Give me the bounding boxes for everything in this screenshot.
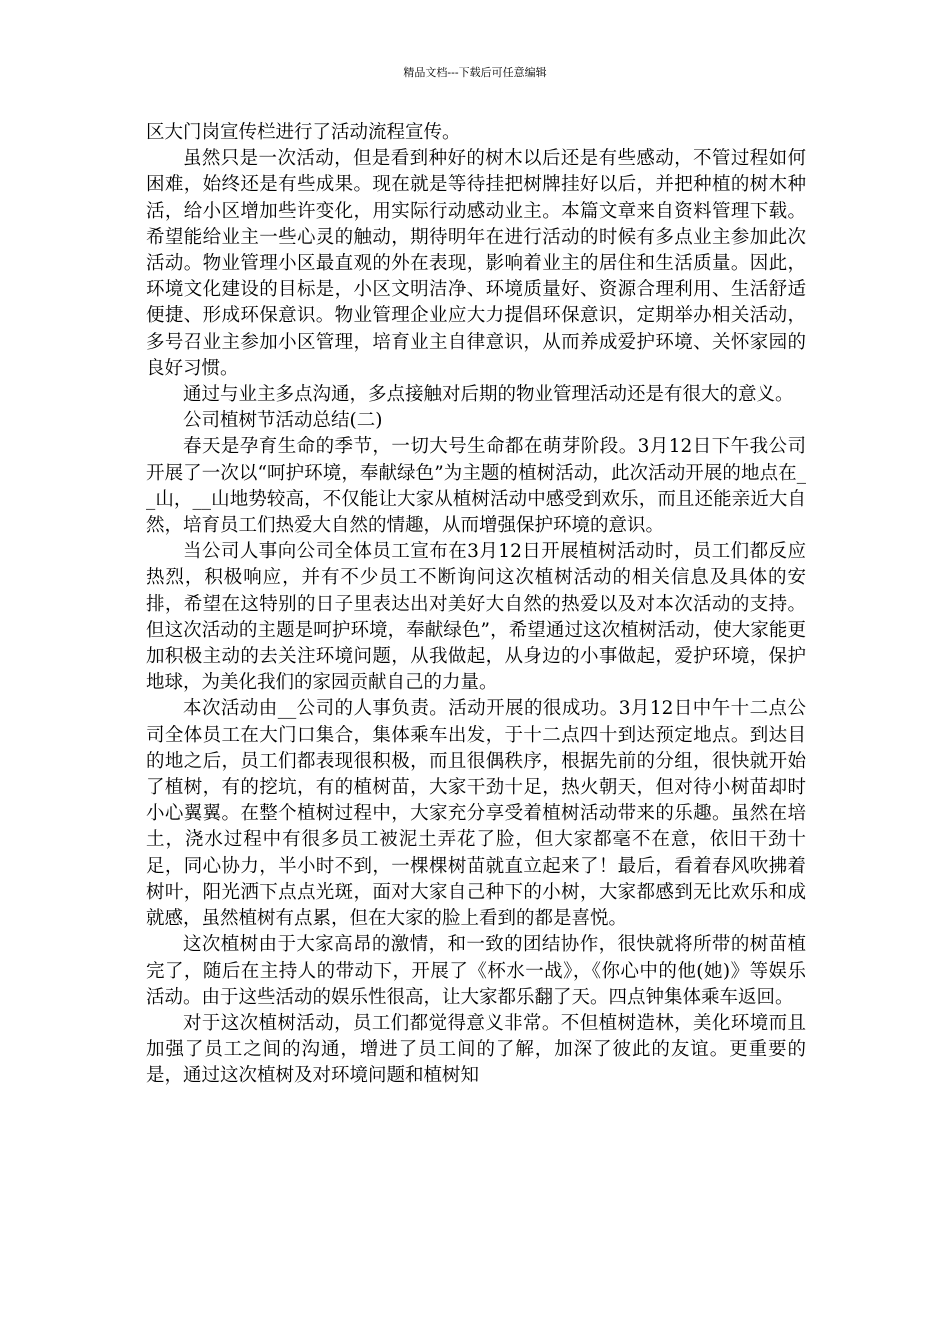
paragraph-6: 本次活动由__公司的人事负责。活动开展的很成功。3月12日中午十二点公司全体员工在大门口集合，集体乘车出发，于十二点四十到达预定地点。到达目的地之后，员工们都表现很积极，而且很偶秩序，根据先前的分组，很快就开始了植树，有的挖坑，有的植树苗，大家干劲十足，热火朝天，但对待小树苗却时小心翼翼。在整个植树过程中，大家充分享受着植树活动带来的乐趣。虽然在培土，浇水过程中有很多员工被泥土弄花了脸，但大家都毫不在意，依旧干劲十足，同心协力，半小时不到，一棵棵树苗就直立起来了！最后，看着春风吹拂着树叶，阳光洒下点点光斑，面对大家自己种下的小树，大家都感到无比欢乐和成就感，虽然植树有点累，但在大家的脸上看到的都是喜悦。	[146, 698, 806, 930]
paragraph-5: 当公司人事向公司全体员工宣布在3月12日开展植树活动时，员工们都反应热烈，积极响应，并有不少员工不断询问这次植树活动的相关信息及具体的安排，希望在这特别的日子里表达出对美好大自然的热爱以及对本次活动的支持。但这次活动的主题是呵护环境，奉献绿色”，希望通过这次植树活动，使大家能更加积极主动的去关注环境问题，从我做起，从身边的小事做起，爱护环境，保护地球，为美化我们的家园贡献自己的力量。	[146, 541, 806, 694]
document-body	[146, 120, 806, 1090]
section-heading: 公司植树节活动总结(二)	[183, 410, 383, 432]
paragraph-2: 虽然只是一次活动，但是看到种好的树木以后还是有些感动，不管过程如何困难，始终还是有些成果。现在就是等待挂把树牌挂好以后，并把种植的树木种活，给小区增加些许变化，用实际行动感动业主。本篇文章来自资料管理下载。希望能给业主一些心灵的触动，期待明年在进行活动的时候有多点业主参加此次活动。物业管理小区最直观的外在表现，影响着业主的居住和生活质量。因此，环境文化建设的目标是，小区文明洁净、环境质量好、资源合理利用、生活舒适便捷、形成环保意识。物业管理企业应大力提倡环保意识，定期举办相关活动，多号召业主参加小区管理，培育业主自律意识，从而养成爱护环境、关怀家园的良好习惯。	[146, 148, 806, 379]
paragraph-4: 春天是孕育生命的季节，一切大号生命都在萌芽阶段。3月12日下午我公司开展了一次以“呵护环境，奉献绿色”为主题的植树活动，此次活动开展的地点在__山，__山地势较高，不仅能让大家从植树活动中感受到欢乐，而且还能亲近大自然，培育员工们热爱大自然的情趣，从而增强保护环境的意识。	[146, 436, 806, 537]
paragraph-7: 这次植树由于大家高昂的激情，和一致的团结协作，很快就将所带的树苗植完了，随后在主持人的带动下，开展了《杯水一战》，《你心中的他(她)》等娱乐活动。由于这些活动的娱乐性很高，让大家都乐翻了天。四点钟集体乘车返回。	[146, 934, 806, 1008]
paragraph-1: 区大门岗宣传栏进行了活动流程宣传。	[146, 122, 461, 143]
page-header: 精品文档---下载后可任意编辑	[403, 66, 547, 79]
paragraph-8: 对于这次植树活动，员工们都觉得意义非常。不但植树造林，美化环境而且加强了员工之间的沟通，增进了员工间的了解，加深了彼此的友谊。更重要的是，通过这次植树及对环境问题和植树知	[146, 1012, 806, 1087]
paragraph-3: 通过与业主多点沟通，多点接触对后期的物业管理活动还是有很大的意义。	[183, 384, 794, 406]
